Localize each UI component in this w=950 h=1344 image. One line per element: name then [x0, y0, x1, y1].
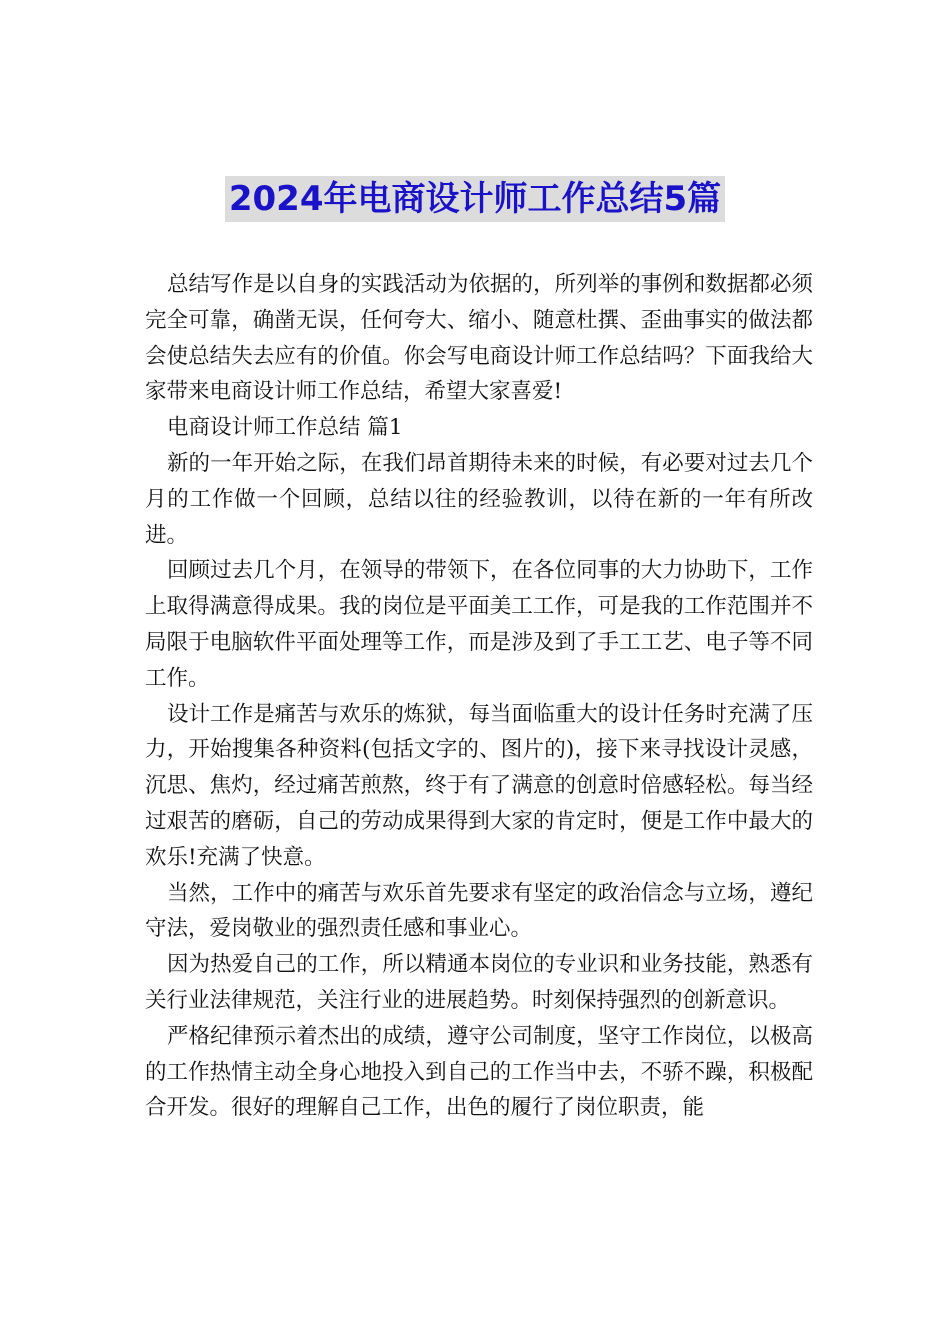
- paragraph: 当然，工作中的痛苦与欢乐首先要求有坚定的政治信念与立场，遵纪守法，爱岗敬业的强烈责任感和事业心。: [145, 880, 813, 942]
- title-container: [0, 176, 950, 222]
- paragraph: 回顾过去几个月，在领导的带领下，在各位同事的大力协助下，工作上取得满意得成果。我的岗位是平面美工工作，可是我的工作范围并不局限于电脑软件平面处理等工作，而是涉及到了手工工艺、电子等不同工作。: [145, 558, 813, 691]
- paragraph: 新的一年开始之际，在我们昂首期待未来的时候，有必要对过去几个月的工作做一个回顾，总结以往的经验教训，以待在新的一年有所改进。: [145, 450, 813, 548]
- paragraph-intro: 总结写作是以自身的实践活动为依据的，所列举的事例和数据都必须完全可靠，确凿无误，任何夸大、缩小、随意杜撰、歪曲事实的做法都会使总结失去应有的价值。你会写电商设计师工作总结吗？下面我给大家带来电商设计师工作总结，希望大家喜爱!: [145, 272, 813, 405]
- document-title: 2024年电商设计师工作总结5篇: [225, 176, 725, 222]
- paragraph: 设计工作是痛苦与欢乐的炼狱，每当面临重大的设计任务时充满了压力，开始搜集各种资料(包括文字的、图片的)，接下来寻找设计灵感，沉思、焦灼，经过痛苦煎熬，终于有了满意的创意时倍感轻松。每当经过艰苦的磨砺，自己的劳动成果得到大家的肯定时，便是工作中最大的欢乐!充满了快意。: [145, 701, 813, 870]
- paragraph: 严格纪律预示着杰出的成绩，遵守公司制度，坚守工作岗位，以极高的工作热情主动全身心地投入到自己的工作当中去，不骄不躁，积极配合开发。很好的理解自己工作，出色的履行了岗位职责，能: [145, 1023, 813, 1121]
- section-heading: 电商设计师工作总结 篇1: [167, 415, 403, 441]
- paragraph: 因为热爱自己的工作，所以精通本岗位的专业识和业务技能，熟悉有关行业法律规范，关注行业的进展趋势。时刻保持强烈的创新意识。: [145, 952, 813, 1013]
- document-body: [145, 267, 813, 1126]
